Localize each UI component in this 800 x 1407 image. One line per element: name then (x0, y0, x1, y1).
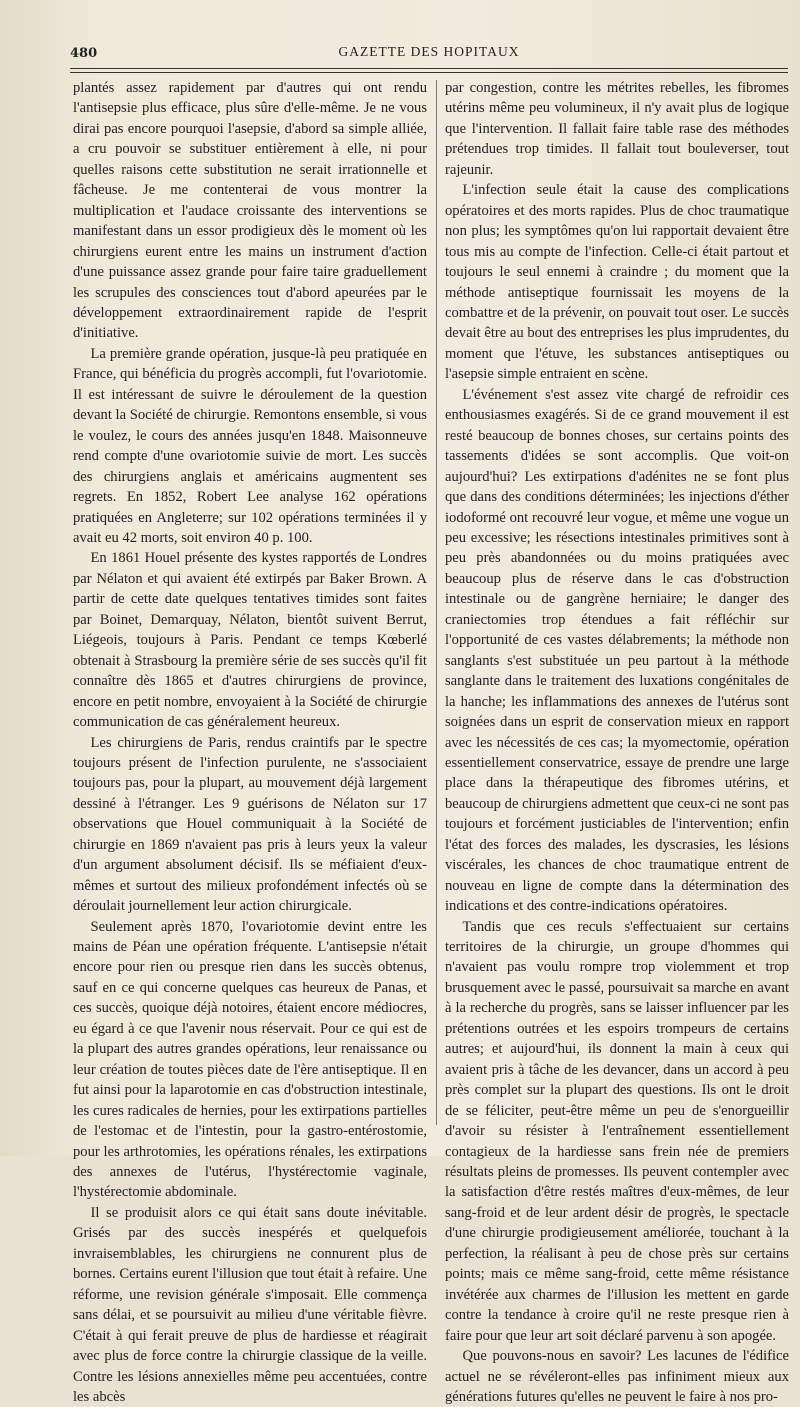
paragraph: par congestion, contre les métrites rebelles, les fibromes utérins même peu volumineux, il n'y avait plus de logique que l'intervention. Il fallait faire table rase des méthodes prétendues trop timides. Il fallait tout bouleverser, tout rajeunir. (445, 80, 789, 178)
paragraph: En 1861 Houel présente des kystes rapportés de Londres par Nélaton et qui avaient été extirpés par Baker Brown. A partir de cette date quelques tentatives timides sont faites par Boinet, Demarquay, Nélaton, bientôt suivent Berrut, Liégeois, toujours à Paris. Pendant ce temps Kœberlé obtenait à Strasbourg la première série de ses succès qu'il fit connaître dès 1865 et d'autres chirurgiens de province, encore en petit nombre, envoyaient à la Société de chirurgie communication de cas généralement heureux. (73, 550, 427, 731)
paragraph: Les chirurgiens de Paris, rendus craintifs par le spectre toujours présent de l'infection purulente, ne s'associaient toujours pas, pour la plupart, au mouvement déjà largement dessiné à l'étranger. Les 9 guérisons de Nélaton sur 17 observations que Houel communiquait à la Société de chirurgie en 1869 n'avaient pas pris à leurs yeux la valeur d'un argument absolument décisif. Ils se méfiaient d'eux-mêmes et surtout des milieux profondément infectés où se déroulait journellement leur action chirurgicale. (73, 734, 427, 915)
paragraph: L'événement s'est assez vite chargé de refroidir ces enthousiasmes exagérés. Si de ce grand mouvement il est resté beaucoup de bonnes choses, sur certains points des tassements d'idées se sont accomplis. Que voit-on aujourd'hui? Les extirpations d'adénites ne se font plus que dans des conditions déterminées; les injections d'éther iodoformé ont recouvré leur vogue, et même une vogue un peu excessive; les résections intestinales primitives sont à peu près abandonnées ou du moins pratiquées avec beaucoup plus de réserve dans le cas d'obstruction intestinale ou de gangrène herniaire; le danger des craniectomies trop étendues a fait réfléchir sur l'opportunité de ces vastes délabrements; la méthode non sanglants s'est substituée un peu partout à la méthode sanglante dans le traitement des luxations congénitales de la hanche; les inflammations des annexes de l'utérus sont soignées dans un esprit de conservation mieux en rapport avec les nécessités de ces cas; la myomectomie, opération essentiellement conservatrice, essaye de prendre une large place dans la thérapeutique des fibromes utérins, et beaucoup de chirurgiens admettent que ceux-ci ne sont pas toujours et forcément justiciables de l'intervention; enfin l'état des forces des malades, les dyscrasies, les lésions viscérales, les chances de choc traumatique entrent de nouveau en ligne de compte dans la détermination des indications et des contre-indications opératoires. (445, 386, 789, 915)
paragraph: Seulement après 1870, l'ovariotomie devint entre les mains de Péan une opération fréquente. L'antisepsie n'était encore pour rien ou presque rien dans les succès obtenus, sauf en ce qui concerne quelques cas heureux de Panas, et ces succès, quoique déjà notoires, étaient encore médiocres, eu égard à ce que l'avenir nous réservait. Pour ce qui est de la plupart des autres grandes opérations, leur renaissance ou leur création de toutes pièces date de l'ère antiseptique. Il en fut ainsi pour la laparotomie en cas d'obstruction intestinale, les cures radicales de hernies, pour les extirpations partielles de l'estomac et de l'intestin, pour la gastro-entérostomie, pour les arthrotomies, les opérations rénales, les extirpations des annexes de l'utérus, l'hystérectomie vaginale, l'hystérectomie abdominale. (73, 918, 427, 1201)
page-number: 480 (70, 46, 98, 61)
paragraph: Que pouvons-nous en savoir? Les lacunes de l'édifice actuel ne se révéleront-elles pas infiniment mieux aux générations futures qu'elles ne peuvent le faire à nos pro- (445, 1348, 789, 1405)
journal-title: GAZETTE DES HOPITAUX (338, 44, 520, 59)
header-rule (70, 68, 788, 73)
page-header (70, 44, 788, 66)
paragraph: La première grande opération, jusque-là peu pratiquée en France, qui bénéficia du progrès accompli, fut l'ovariotomie. Il est intéressant de suivre le déroulement de la question devant la Société de chirurgie. Remontons ensemble, si vous le voulez, le cours des années jusqu'en 1848. Maisonneuve rend compte d'une ovariotomie suivie de mort. Les succès des chirurgiens anglais et américains augmentent ses regrets. En 1852, Robert Lee analyse 162 opérations pratiquées en Angleterre; sur 102 opérations terminées il y avait eu 42 morts, soit environ 40 p. 100. (73, 345, 427, 546)
right-column (445, 78, 789, 1407)
left-column (73, 78, 427, 1407)
paragraph: Il se produisit alors ce qui était sans doute inévitable. Grisés par des succès inespérés et quelquefois invraisemblables, les chirurgiens ne connurent plus de bornes. Certains eurent l'illusion que tout était à refaire. Une réforme, une revision générale s'imposait. Elle commença sans délai, et se poursuivit au milieu d'une véritable fièvre. C'était à qui ferait preuve de plus de hardiesse et réagirait avec plus de force contre la chirurgie classique de la veille. Contre les lésions annexielles même peu accentuées, contre les abcès (73, 1204, 427, 1405)
column-divider (436, 80, 437, 1125)
paragraph: plantés assez rapidement par d'autres qui ont rendu l'antisepsie plus efficace, plus sûre d'elle-même. Je ne vous dirai pas encore pourquoi l'asepsie, d'abord sa simple alliée, a cru pouvoir se substituer entièrement à elle, ni pour quelles raisons cette substitution ne serait irrationnelle et fâcheuse. Je me contenterai de vous montrer la multiplication et l'audace croissante des interventions se manifestant dans un essor prodigieux dès le moment où les chirurgiens eurent entre les mains un instrument d'action d'une puissance assez grande pour faire taire graduellement les scrupules des consciences tout d'abord apeurées par le développement extraordinairement rapide de l'esprit d'initiative. (73, 80, 427, 342)
paragraph: L'infection seule était la cause des complications opératoires et des morts rapides. Plus de choc traumatique non plus; les symptômes qu'on lui rapportait devaient être tous mis au compte de l'infection. Celle-ci était partout et toujours le seul ennemi à craindre ; du moment que la méthode antiseptique fournissait les moyens de la combattre et de la prévenir, on pouvait tout oser. Le succès devait être au bout des entreprises les plus imprudentes, du moment que l'étuve, les substances antiseptiques ou l'asepsie simple entraient en scène. (445, 182, 789, 383)
paragraph: Tandis que ces reculs s'effectuaient sur certains territoires de la chirurgie, un groupe d'hommes qui n'avaient pas voulu rompre trop violemment et trop brusquement avec le passé, poursuivait sa marche en avant à la recherche du progrès, sans se laisser influencer par les prétentions outrées et les espoirs trompeurs de certains autres; et aujourd'hui, ils donnent la main à ceux qui avaient pris à tâche de les devancer, dans un accord à peu près complet sur la plupart des questions. Ils ont le droit de se féliciter, peut-être même un peu de s'enorgueillir d'avoir su résister à l'entraînement essentiellement contagieux de la hardiesse sans frein née de premiers résultats pleins de promesses. Ils peuvent contempler avec la satisfaction d'être restés maîtres d'eux-mêmes, de leur sang-froid et de leur ardent désir de progrès, le spectacle d'une chirurgie prodigieusement améliorée, touchant à la perfection, la réalisant à peu de chose près sur certains points; mais ce même sang-froid, cette même résistance invétérée aux charmes de l'illusion les mettent en garde contre la tendance à croire qu'il ne reste presque rien à faire pour que leur art soit déclaré parvenu à son apogée. (445, 918, 789, 1344)
